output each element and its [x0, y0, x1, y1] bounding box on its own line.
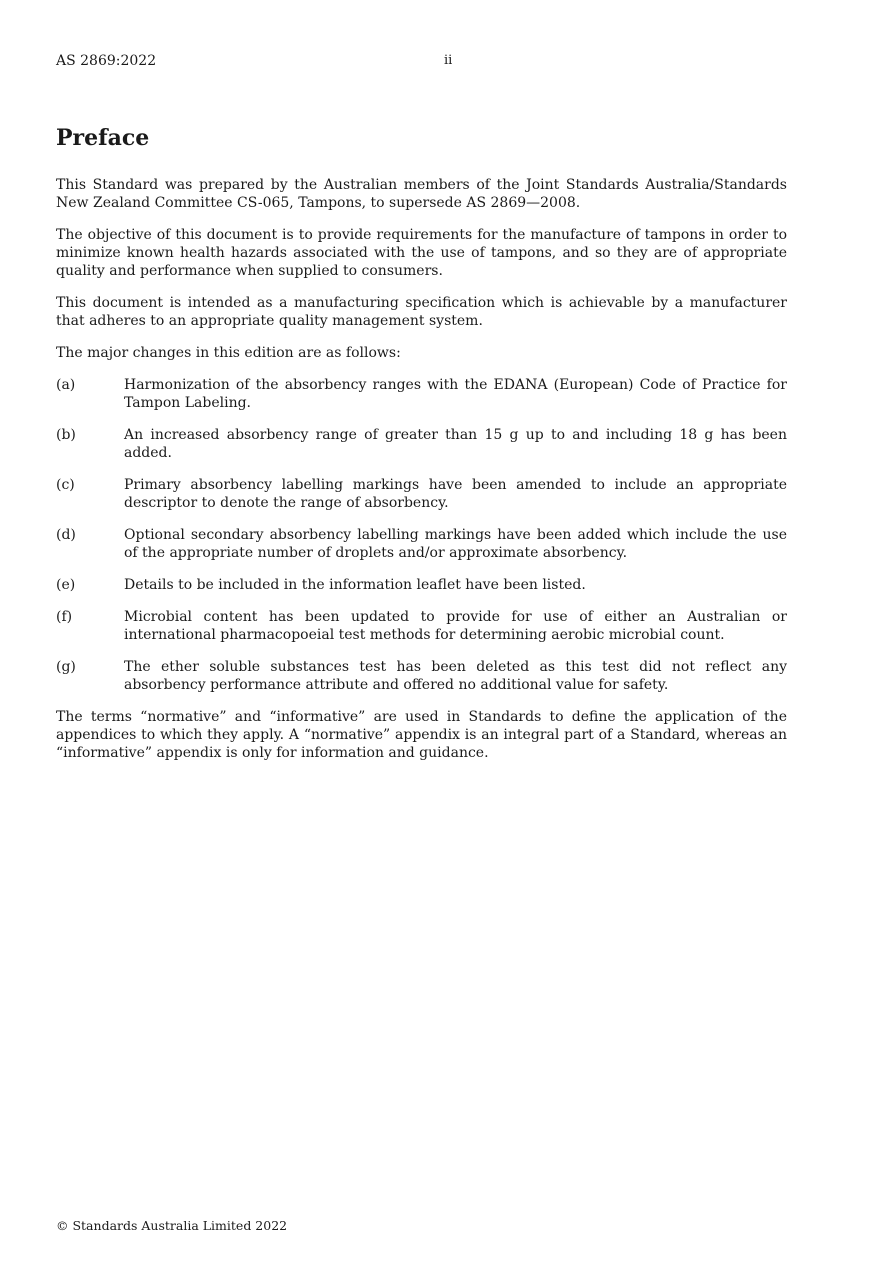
changes-list: [56, 376, 787, 694]
list-item-text: The ether soluble substances test has been deleted as this test did not reflect any absorbency performance attribute and offered no additional value for safety.: [124, 659, 787, 693]
list-item-label: (d): [56, 527, 76, 543]
list-item-label: (c): [56, 477, 75, 493]
list-item: [56, 476, 787, 512]
list-item: [56, 426, 787, 462]
list-item-text: Harmonization of the absorbency ranges with the EDANA (European) Code of Practice for Tampon Labeling.: [124, 377, 787, 411]
list-item-label: (a): [56, 377, 76, 393]
paragraph-normative-informative: The terms “normative” and “informative” are used in Standards to define the application of the appendices to which they apply. A “normative” appendix is an integral part of a Standard, whereas an “informative” appendix is only for information and guidance.: [56, 709, 787, 761]
list-item: [56, 526, 787, 562]
list-item-label: (f): [56, 609, 73, 625]
list-item-text: Primary absorbency labelling markings have been amended to include an appropriate descriptor to denote the range of absorbency.: [124, 477, 787, 511]
list-item-text: Microbial content has been updated to provide for use of either an Australian or international pharmacopoeial test methods for determining aerobic microbial count.: [124, 609, 787, 643]
list-item: [56, 576, 787, 594]
paragraph-specification: This document is intended as a manufacturing specification which is achievable by a manufacturer that adheres to an appropriate quality management system.: [56, 295, 787, 329]
list-item: [56, 608, 787, 644]
paragraph-objective: The objective of this document is to provide requirements for the manufacture of tampons in order to minimize known health hazards associated with the use of tampons, and so they are of appropriate quality and performance when supplied to consumers.: [56, 227, 787, 279]
paragraph-committee: This Standard was prepared by the Australian members of the Joint Standards Australia/Standards New Zealand Committee CS-065, Tampons, to supersede AS 2869—2008.: [56, 177, 787, 211]
list-item-label: (e): [56, 577, 76, 593]
preface-body: [56, 176, 787, 776]
list-item-text: An increased absorbency range of greater than 15 g up to and including 18 g has been added.: [124, 427, 787, 461]
list-item: [56, 658, 787, 694]
list-item-label: (b): [56, 427, 76, 443]
list-item-label: (g): [56, 659, 76, 675]
copyright-footer: © Standards Australia Limited 2022: [56, 1218, 288, 1233]
list-item-text: Details to be included in the information leaflet have been listed.: [124, 577, 586, 593]
page-number: ii: [444, 53, 453, 68]
list-item-text: Optional secondary absorbency labelling markings have been added which include the use of the appropriate number of droplets and/or approximate absorbency.: [124, 527, 787, 561]
document-id: AS 2869:2022: [56, 53, 157, 69]
page-title: Preface: [56, 125, 150, 151]
paragraph-changes-intro: The major changes in this edition are as follows:: [56, 345, 401, 361]
list-item: [56, 376, 787, 412]
